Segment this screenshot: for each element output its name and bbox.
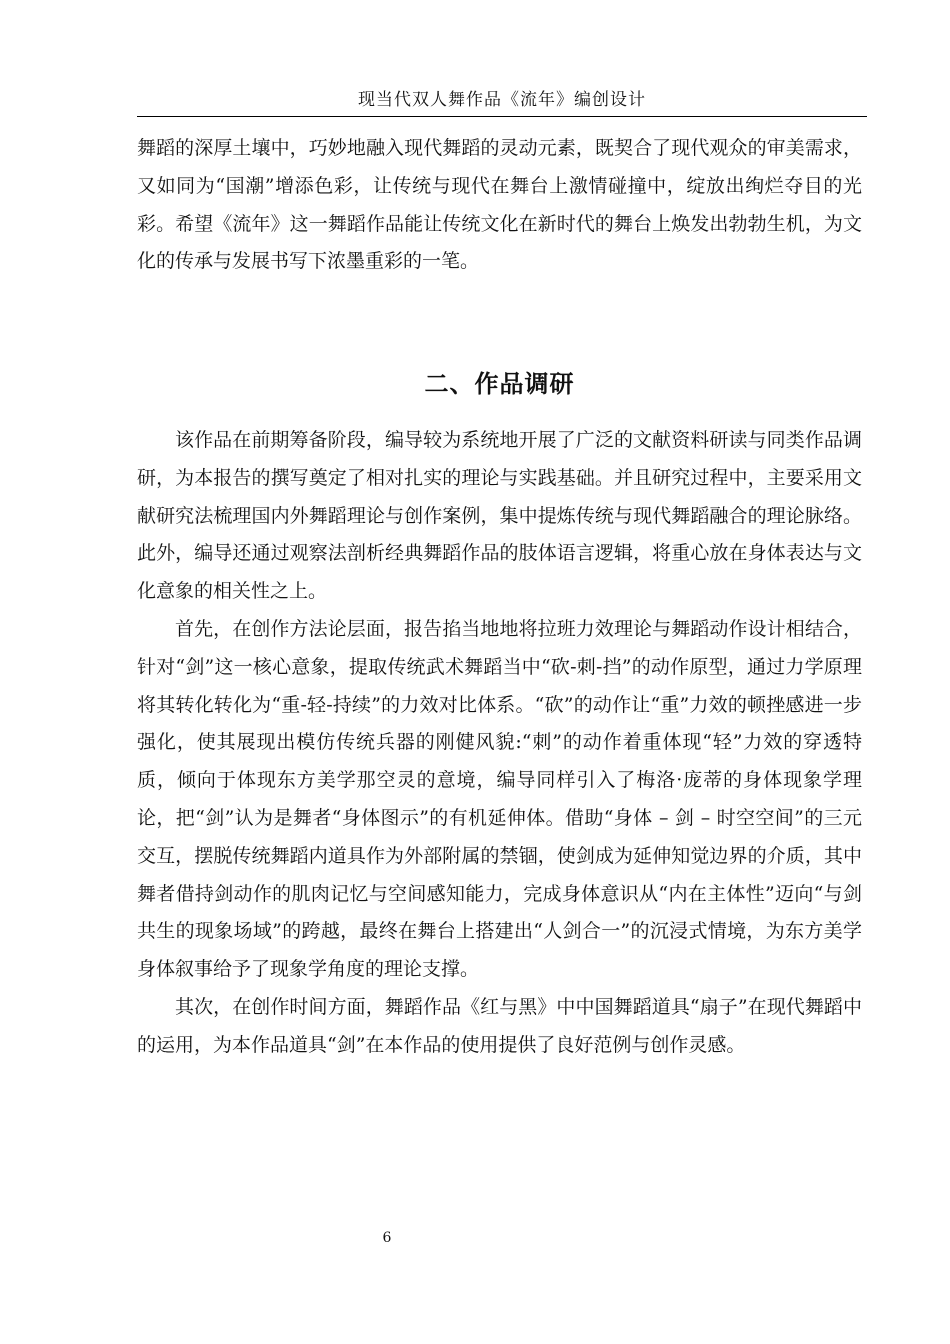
page-number: 6	[382, 1230, 392, 1246]
continuation-text-block	[137, 130, 862, 281]
paragraph: 该作品在前期筹备阶段，编导较为系统地开展了广泛的文献资料研读与同类作品调研，为本报告的撰写奠定了相对扎实的理论与实践基础。并且研究过程中，主要采用文献研究法梳理国内外舞蹈理论与创作案例，集中提炼传统与现代舞蹈融合的理论脉络。此外，编导还通过观察法剖析经典舞蹈作品的肢体语言逻辑，将重心放在身体表达与文化意象的相关性之上。	[137, 429, 862, 603]
paragraph: 其次，在创作时间方面，舞蹈作品《红与黑》中中国舞蹈道具“扇子”在现代舞蹈中的运用，为本作品道具“剑”在本作品的使用提供了良好范例与创作灵感。	[137, 995, 862, 1056]
section-heading: 二、作品调研	[424, 370, 575, 398]
paragraph: 首先，在创作方法论层面，报告掐当地地将拉班力效理论与舞蹈动作设计相结合，针对“剑”这一核心意象，提取传统武术舞蹈当中“砍-刺-挡”的动作原型，通过力学原理将其转化转化为“重-轻-持续”的力效对比体系。“砍”的动作让“重”力效的顿挫感进一步强化，使其展现出模仿传统兵器的刚健风貌:“刺”的动作着重体现“轻”力效的穿透特质，倾向于体现东方美学那空灵的意境，编导同样引入了梅洛·庞蒂的身体现象学理论，把“剑”认为是舞者“身体图示”的有机延伸体。借助“身体 – 剑 – 时空空间”的三元交互，摆脱传统舞蹈内道具作为外部附属的禁锢，使剑成为延伸知觉边界的介质，其中舞者借持剑动作的肌肉记忆与空间感知能力，完成身体意识从“内在主体性”迈向“与剑共生的现象场域”的跨越，最终在舞台上搭建出“人剑合一”的沉浸式情境，为东方美学身体叙事给予了现象学角度的理论支撑。	[137, 617, 862, 981]
continuation-paragraph: 舞蹈的深厚土壤中，巧妙地融入现代舞蹈的灵动元素，既契合了现代观众的审美需求，又如同为“国潮”增添色彩，让传统与现代在舞台上激情碰撞中，绽放出绚烂夺目的光彩。希望《流年》这一舞蹈作品能让传统文化在新时代的舞台上焕发出勃勃生机，为文化的传承与发展书写下浓墨重彩的一笔。	[137, 137, 862, 273]
header-rule	[137, 116, 867, 117]
running-header: 现当代双人舞作品《流年》编创设计	[358, 90, 646, 110]
section-body	[137, 422, 862, 1065]
